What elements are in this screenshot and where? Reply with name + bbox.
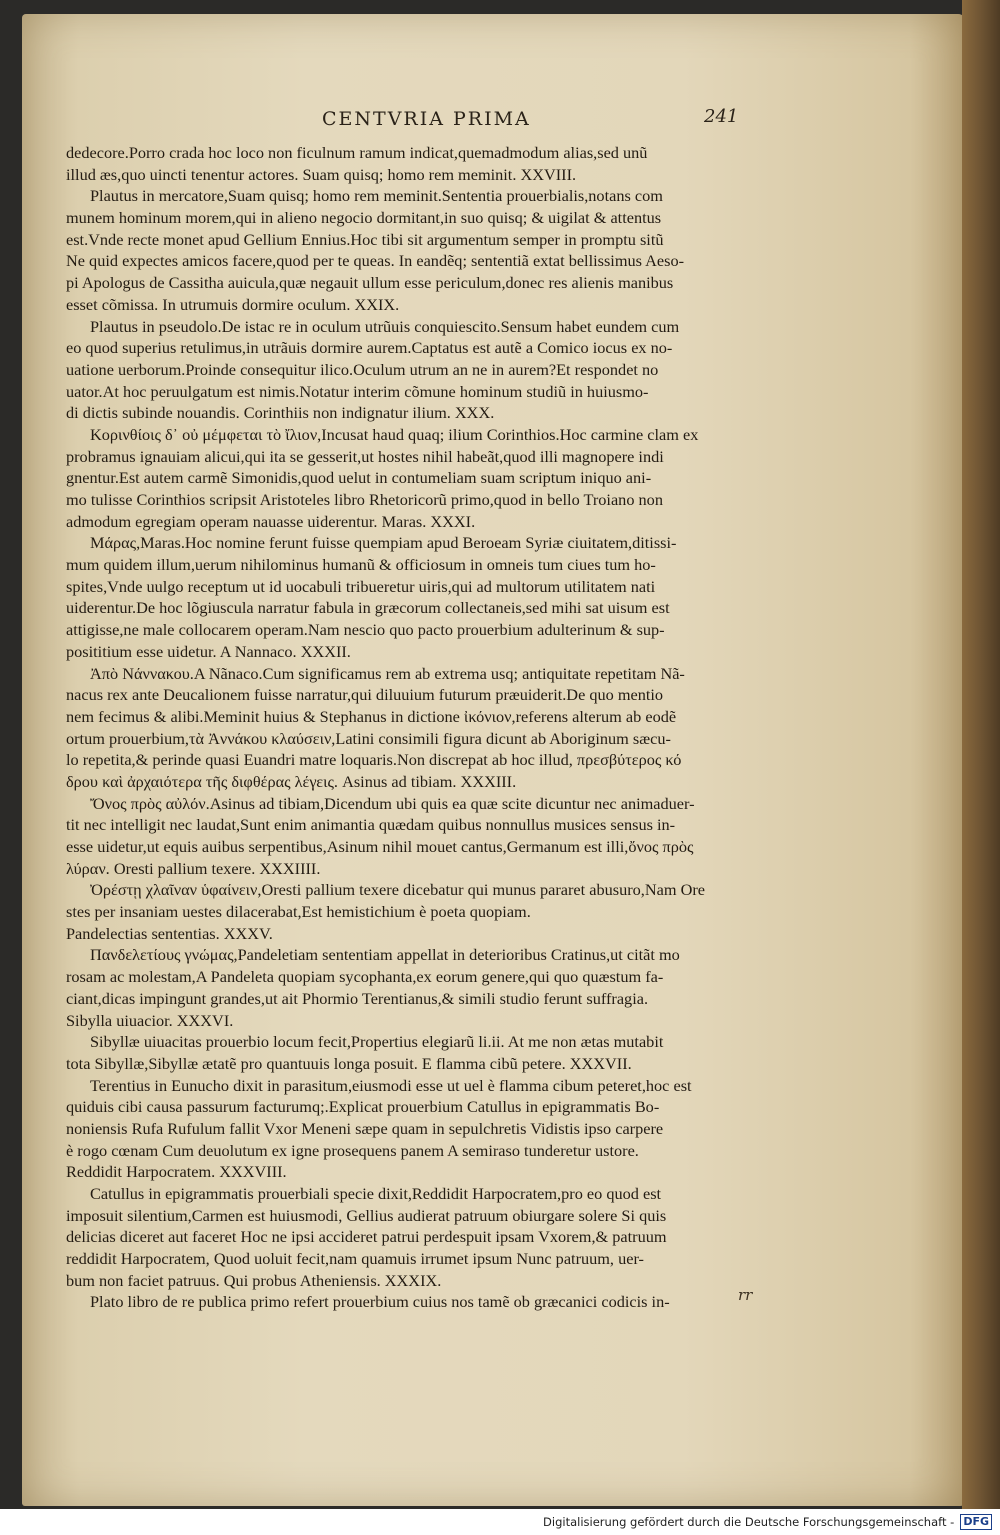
text-line: Πανδελετίους γνώμας,Pandeletiam sententiam appellat in deterioribus Cratinus,ut citãt mo [90, 945, 680, 965]
funding-credit: Digitalisierung gefördert durch die Deutsche Forschungsgemeinschaft - [543, 1515, 955, 1529]
text-line: admodum egregiam operam nauasse uiderentur. Maras. XXXI. [66, 511, 476, 531]
text-line: Sibylla uiuacior. XXXVI. [66, 1010, 234, 1030]
text-line: delicias diceret aut faceret Hoc ne ipsi accideret patrui perdespuit ipsam Vxorem,& patruum [66, 1227, 667, 1247]
text-line: Sibyllæ uiuacitas prouerbio locum fecit,Propertius elegiarũ li.ii. At me non ætas mutabit [90, 1032, 664, 1052]
text-line: ciant,dicas impingunt grandes,ut ait Phormio Terentianus,& simili studio ferunt suffragia. [66, 988, 649, 1008]
page-header [60, 108, 800, 138]
text-line: Terentius in Eunucho dixit in parasitum,eiusmodi esse ut uel è flamma cibum peteret,hoc est [90, 1075, 692, 1095]
text-line: pi Apologus de Cassitha auicula,quæ negauit ullum esse periculum,donec res alienis manibus [66, 273, 674, 293]
text-line: noniensis Rufa Rufulum fallit Vxor Meneni sæpe quam in sepulchretis Vidistis ipso carpere [66, 1118, 664, 1138]
text-line: tota Sibyllæ,Sibyllæ ætatẽ pro quantuuis longa posuit. E flamma cibũ petere. XXXVII. [66, 1053, 632, 1073]
page-number: 241 [704, 106, 739, 127]
text-line: Ne quid expectes amicos facere,quod per te queas. In eandẽq; sententiã extat bellissimus Aeso- [66, 251, 685, 271]
body-text [66, 142, 794, 1313]
text-line: reddidit Harpocratem, Quod uoluit fecit,nam quamuis irrumet ipsum Nunc patruum, uer- [66, 1249, 644, 1269]
text-line: uator.At hoc peruulgatum est nimis.Notatur interim cõmune hominum studiũ in huiusmo- [66, 381, 649, 401]
text-line: Plautus in mercatore,Suam quisq; homo rem meminit.Sententia prouerbialis,notans com [90, 186, 663, 206]
running-head: CENTVRIA PRIMA [322, 108, 531, 130]
text-line: illud æs,quo uincti tenentur actores. Suam quisq; homo rem meminit. XXVIII. [66, 164, 577, 184]
footer-bar [0, 1509, 1000, 1535]
dfg-logo[interactable]: DFG [960, 1514, 992, 1530]
text-line: nacus rex ante Deucalionem fuisse narratur,qui diluuium futurum præuiderit.De quo mentio [66, 685, 664, 705]
text-line: mum quidem illum,uerum nihilominus humanũ & officiosum in omneis tum ciues tum ho- [66, 555, 656, 575]
text-line: Catullus in epigrammatis prouerbiali specie dixit,Reddidit Harpocratem,pro eo quod est [90, 1184, 662, 1203]
text-line: probramus ignauiam alicui,qui ita se gesserit,ut hostes nihil habeãt,quod illi magnopere indi [66, 446, 664, 466]
text-line: Μάρας,Maras.Hoc nomine ferunt fuisse quempiam apud Beroeam Syriæ ciuitatem,ditissi- [90, 533, 677, 553]
text-line: ortum prouerbium,τὰ Ἀννάκου κλαύσειν,Latini consimili figura dicunt ab Aboriginum sæcu- [66, 728, 671, 748]
text-line: spites,Vnde uulgo receptum ut id uocabuli tribueretur uiris,qui ad multorum utilitatem nati [66, 576, 656, 596]
text-line: λύραν. Oresti pallium texere. XXXIIII. [66, 858, 321, 878]
text-line: attigisse,ne male collocarem operam.Nam nescio quo pacto prouerbium adulterinum & sup- [66, 620, 665, 640]
text-line: esset cõmissa. In utrumuis dormire oculum. XXIX. [66, 294, 400, 314]
text-line: quiduis cibi causa passurum facturumq;.Explicat prouerbium Catullus in epigrammatis Bo- [66, 1097, 660, 1117]
text-line: bum non faciet patruus. Qui probus Atheniensis. XXXIX. [66, 1270, 442, 1290]
text-line: dedecore.Porro crada hoc loco non ficulnum ramum indicat,quemadmodum alias,sed unũ [66, 143, 648, 162]
text-line: Ὀρέστῃ χλαῖναν ὑφαίνειν,Oresti pallium texere dicebatur qui munus pararet abusuro,Nam Ore [90, 880, 705, 900]
text-line: esse uidetur,ut equis auibus serpentibus,Asinum nihil mouet cantus,Germanum est illi,ὄνος πρὸς [66, 837, 694, 856]
text-line: Κορινθίοις δ᾽ οὐ μέμφεται τὸ ἴλιον,Incusat haud quaq; ilium Corinthios.Hoc carmine clam ex [90, 424, 699, 444]
text-line: munem hominum morem,qui in alieno negocio dormitant,in suo quisq; & uigilat & attentus [66, 208, 662, 228]
text-line: rosam ac molestam,A Pandeleta quopiam sycophanta,ex eorum genere,qui quo quæstum fa- [66, 967, 664, 987]
text-line: Plautus in pseudolo.De istac re in oculum utrũuis conquiescito.Sensum habet eundem cum [90, 316, 680, 336]
text-line: Plato libro de re publica primo refert prouerbium cuius nos tamẽ ob græcanici codicis in- [90, 1292, 670, 1312]
text-line: posititium esse uidetur. A Nannaco. XXXII. [66, 641, 351, 661]
text-line: lo repetita,& perinde quasi Euandri matre loquaris.Non discrepat ab hoc illud, πρεσβύτερος κό [66, 750, 682, 770]
text-line: mo tulisse Corinthios scripsit Aristoteles libro Rhetoricorũ primo,quod in bello Troiano non [66, 490, 663, 509]
text-line: uatione uerborum.Proinde consequitur ilico.Oculum utrum an ne in aurem?Et respondet no [66, 359, 659, 379]
text-line: tit nec intelligit nec laudat,Sunt enim animantia quædam quibus nonnullus musices sensus in- [66, 815, 676, 835]
text-line: imposuit silentium,Carmen est huiusmodi, Gellius audierat patruum obiurgare solere Si quis [66, 1205, 667, 1225]
binding-edge [962, 0, 1000, 1510]
text-line: nem fecimus & alibi.Meminit huius & Stephanus in dictione ἰκόνιον,referens alterum ab eodẽ [66, 706, 677, 726]
signature-mark: rr [738, 1286, 753, 1304]
text-line: gnentur.Est autem carmẽ Simonidis,quod uelut in contumeliam suam scriptum iniquo ani- [66, 468, 652, 488]
text-line: stes per insaniam uestes dilacerabat,Est hemistichium è poeta quopiam. [66, 902, 531, 922]
text-line: Reddidit Harpocratem. XXXVIII. [66, 1162, 287, 1182]
text-line: δρου καὶ ἀρχαιότερα τῆς διφθέρας λέγεις. Asinus ad tibiam. XXXIII. [66, 771, 517, 791]
text-line: Pandelectias sententias. XXXV. [66, 923, 273, 943]
text-line: est.Vnde recte monet apud Gellium Ennius.Hoc tibi sit argumentum semper in promptu sitũ [66, 229, 664, 249]
text-line: è rogo cœnam Cum deuolutum ex igne prosequens panem A semiraso tunderetur ustore. [66, 1140, 639, 1160]
text-line: uiderentur.De hoc lõgiuscula narratur fabula in græcorum collectaneis,sed mihi sat uisum est [66, 598, 670, 618]
text-line: eo quod superius retulimus,in utrãuis dormire aurem.Captatus est autẽ a Comico iocus ex no- [66, 338, 673, 358]
text-line: Ὄνος πρὸς αὐλόν.Asinus ad tibiam,Dicendum ubi quis ea quæ scite dicuntur nec animaduer- [90, 793, 695, 813]
text-line: di dictis subinde nouandis. Corinthiis non indignatur ilium. XXX. [66, 403, 495, 423]
text-line: Ἀπὸ Νάννακου.A Nãnaco.Cum significamus rem ab extrema usq; antiquitate repetitam Nã- [90, 663, 685, 683]
